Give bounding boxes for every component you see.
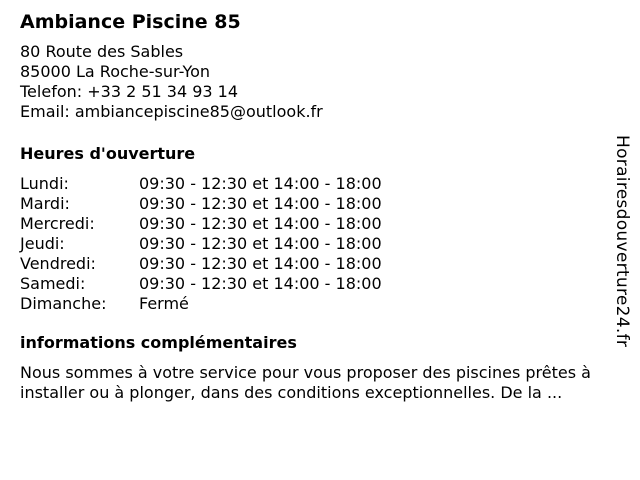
email-line: Email: ambiancepiscine85@outlook.fr xyxy=(20,102,323,121)
hours-row-thursday xyxy=(20,234,610,254)
hours-row-saturday xyxy=(20,274,610,294)
address-line-1: 80 Route des Sables xyxy=(20,42,184,61)
day-label: Jeudi: xyxy=(20,234,65,253)
day-label: Lundi: xyxy=(20,174,69,193)
time-value: 09:30 - 12:30 et 14:00 - 18:00 xyxy=(139,274,382,293)
hours-row-friday xyxy=(20,254,610,274)
site-watermark: Horairesdouverture24.fr xyxy=(612,135,632,348)
hours-row-monday xyxy=(20,174,610,194)
additional-info-text: Nous sommes à votre service pour vous proposer des piscines prêtes à installer ou à plonger, dans des conditions exceptionnelles. De la ... xyxy=(20,363,591,402)
day-label: Mardi: xyxy=(20,194,70,213)
hours-row-sunday xyxy=(20,294,610,314)
additional-info-title: informations complémentaires xyxy=(20,333,297,352)
hours-row-tuesday xyxy=(20,194,610,214)
day-label: Vendredi: xyxy=(20,254,96,273)
opening-hours-table xyxy=(20,174,610,314)
time-value: Fermé xyxy=(139,294,189,313)
opening-hours-title: Heures d'ouverture xyxy=(20,144,196,163)
address-line-2: 85000 La Roche-sur-Yon xyxy=(20,62,211,81)
time-value: 09:30 - 12:30 et 14:00 - 18:00 xyxy=(139,254,382,273)
time-value: 09:30 - 12:30 et 14:00 - 18:00 xyxy=(139,174,382,193)
business-card xyxy=(20,10,610,403)
day-label: Mercredi: xyxy=(20,214,95,233)
contact-block xyxy=(20,42,610,122)
business-name: Ambiance Piscine 85 xyxy=(20,11,241,33)
time-value: 09:30 - 12:30 et 14:00 - 18:00 xyxy=(139,214,382,233)
day-label: Samedi: xyxy=(20,274,86,293)
day-label: Dimanche: xyxy=(20,294,107,313)
time-value: 09:30 - 12:30 et 14:00 - 18:00 xyxy=(139,194,382,213)
hours-row-wednesday xyxy=(20,214,610,234)
phone-line: Telefon: +33 2 51 34 93 14 xyxy=(20,82,239,101)
time-value: 09:30 - 12:30 et 14:00 - 18:00 xyxy=(139,234,382,253)
